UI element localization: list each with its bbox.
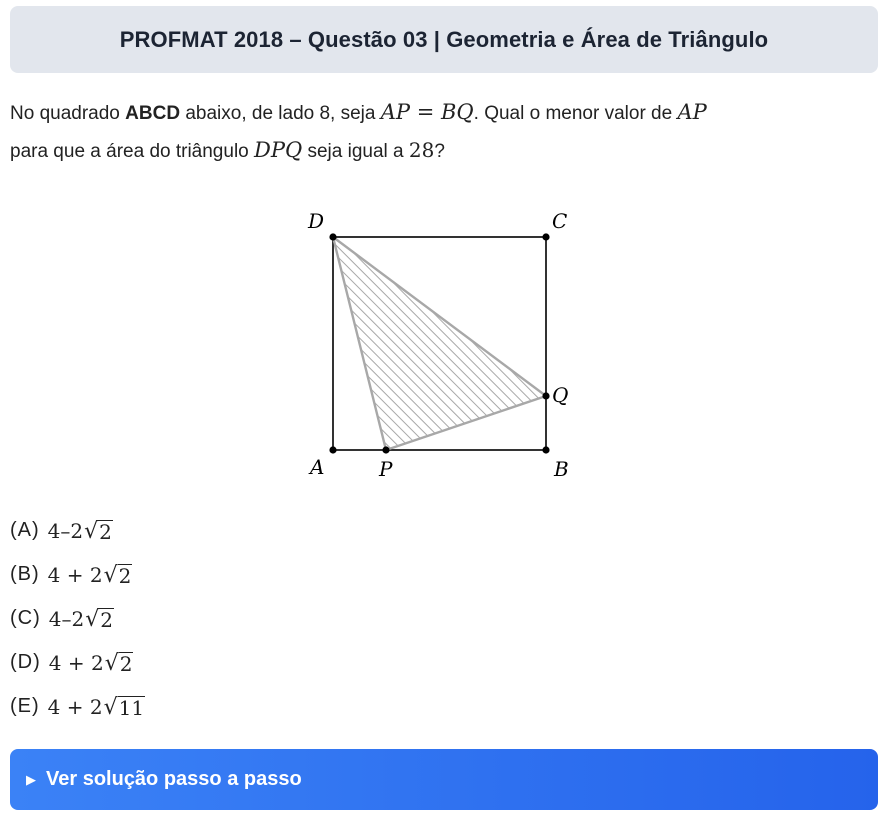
geometry-diagram <box>300 200 590 490</box>
point-q <box>542 392 549 399</box>
sqrt-symbol: √ 2 <box>84 518 112 544</box>
question-fragment: para que a área do triângulo <box>10 141 255 162</box>
point-b <box>542 446 549 453</box>
page-title: PROFMAT 2018 – Questão 03 | Geometria e Área de Triângulo <box>119 26 769 52</box>
option-letter: (A) <box>10 518 40 541</box>
option-e[interactable] <box>10 684 145 728</box>
math-ap: AP <box>677 100 707 124</box>
option-letter: (C) <box>10 606 41 629</box>
point-c <box>542 233 549 240</box>
math-dpq: DPQ <box>254 138 303 162</box>
option-expression <box>49 650 134 675</box>
sqrt-symbol: √ 11 <box>103 694 145 720</box>
sqrt-symbol: √ 2 <box>104 650 133 676</box>
question-bold: ABCD <box>125 103 181 124</box>
radicand: 2 <box>100 607 113 632</box>
question-fragment: No quadrado <box>10 103 126 124</box>
option-expression <box>49 606 114 631</box>
square-figure <box>300 200 590 490</box>
expr-coefficient: 4 + 2 <box>47 562 103 587</box>
math-28: 28 <box>408 138 435 162</box>
label-c: C <box>552 209 568 233</box>
point-p <box>382 446 389 453</box>
show-solution-button[interactable] <box>10 749 878 810</box>
option-d[interactable] <box>10 640 145 684</box>
option-letter: (E) <box>10 694 40 717</box>
option-letter: (B) <box>10 562 40 585</box>
question-fragment: . Qual o menor valor de <box>473 103 678 124</box>
option-expression <box>48 518 113 543</box>
answer-options <box>10 508 145 728</box>
option-b[interactable] <box>10 552 145 596</box>
option-letter: (D) <box>10 650 41 673</box>
radicand: 2 <box>119 651 133 676</box>
sqrt-symbol: √ 2 <box>103 562 132 588</box>
expr-coefficient: 4 + 2 <box>48 650 104 675</box>
radicand: 2 <box>99 519 112 544</box>
option-expression <box>48 694 145 719</box>
label-b: B <box>554 457 569 481</box>
label-p: P <box>379 457 393 481</box>
expr-coefficient: 4 + 2 <box>47 694 103 719</box>
question-fragment: abaixo, de lado 8, seja <box>180 103 381 124</box>
radicand: 11 <box>118 695 145 720</box>
point-a <box>329 446 336 453</box>
title-banner <box>10 6 878 73</box>
expr-coefficient: 4–2 <box>47 518 84 543</box>
point-d <box>329 233 336 240</box>
radicand: 2 <box>118 563 132 588</box>
math-ap-eq-bq: AP = BQ <box>380 100 474 124</box>
option-a[interactable] <box>10 508 145 552</box>
triangle-dpq <box>333 237 546 450</box>
show-solution-label: Ver solução passo a passo <box>46 768 302 790</box>
label-a: A <box>310 455 325 479</box>
label-d: D <box>308 209 325 233</box>
question-text <box>10 94 870 170</box>
label-q: Q <box>552 383 569 407</box>
option-expression <box>48 562 133 587</box>
expr-coefficient: 4–2 <box>48 606 85 631</box>
triangle-right-icon: ▶ <box>26 771 36 787</box>
sqrt-symbol: √ 2 <box>85 606 113 632</box>
question-fragment: seja igual a <box>302 141 409 162</box>
question-fragment: ? <box>434 141 445 162</box>
option-c[interactable] <box>10 596 145 640</box>
